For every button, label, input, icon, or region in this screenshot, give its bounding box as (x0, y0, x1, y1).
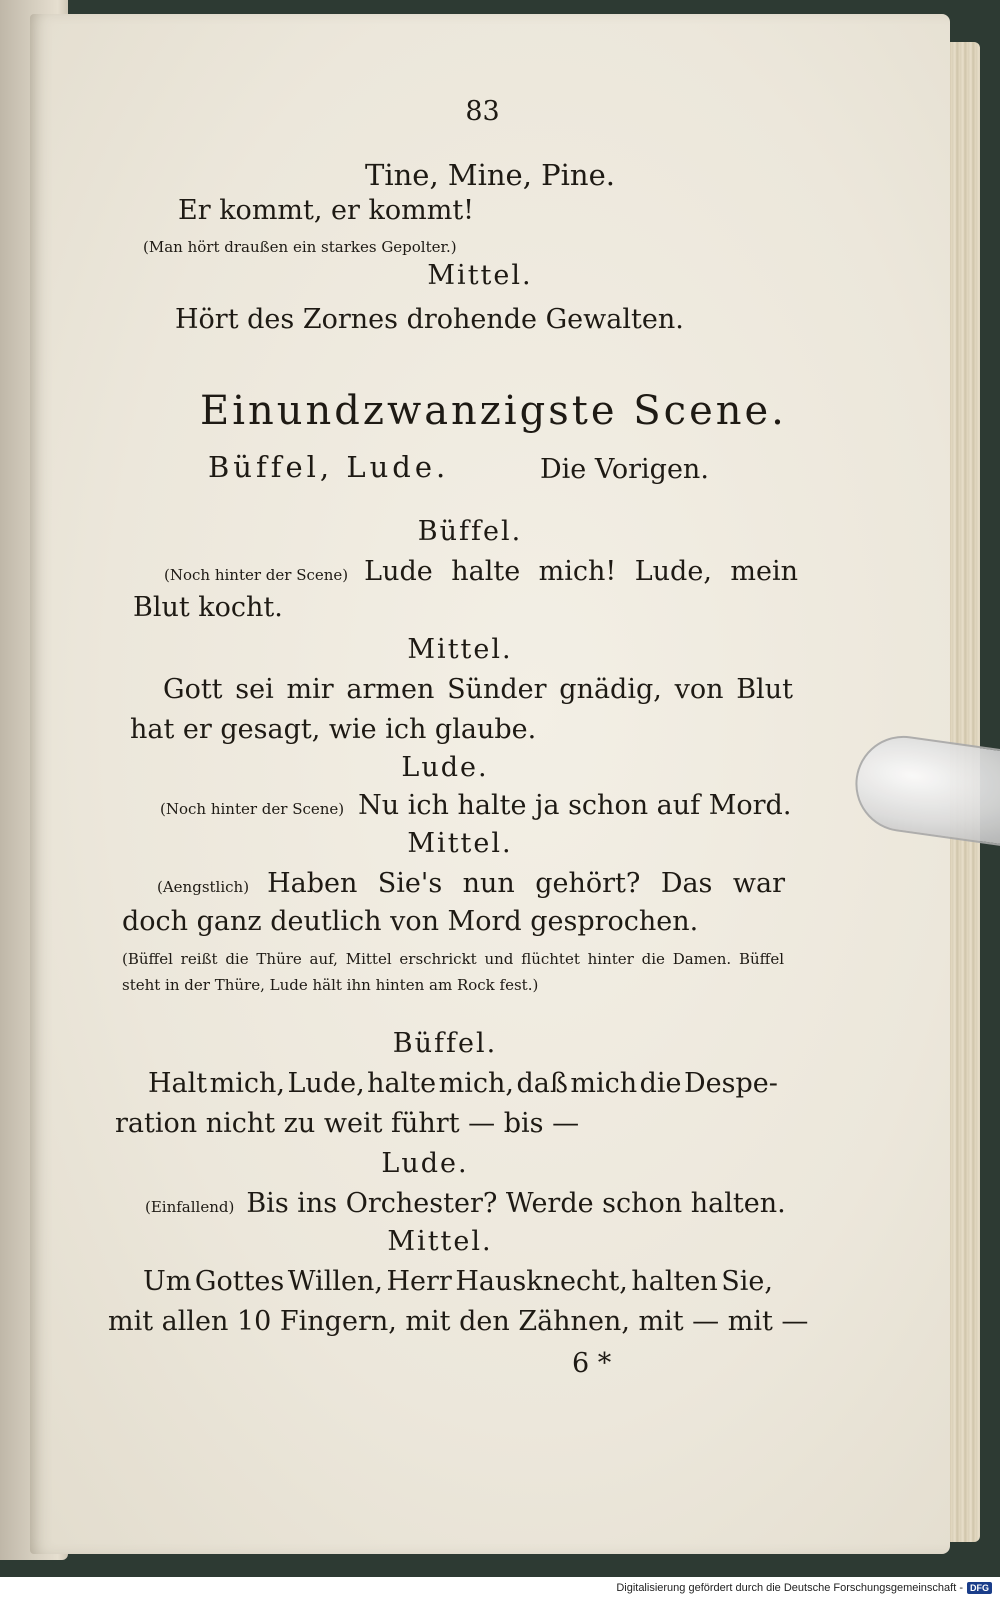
stage-direction-1: (Man hört draußen ein starkes Gepolter.) (143, 238, 457, 256)
word: Sie, (721, 1266, 773, 1297)
word: mich, (209, 1068, 285, 1099)
stage-direction-6: (Einfallend) (145, 1198, 235, 1216)
word: sei (235, 674, 274, 705)
line-26 (143, 1266, 773, 1297)
word: Lude, (634, 556, 712, 587)
word: halte (367, 1068, 437, 1099)
speaker-mittel-2: Mittel. (407, 634, 513, 665)
word: Gottes (194, 1266, 285, 1297)
speaker-bueffel-2: Büffel. (392, 1028, 498, 1059)
word: Sünder (447, 674, 547, 705)
word: halte (451, 556, 521, 587)
word: Sie's (377, 868, 443, 899)
credit-text: Digitalisierung gefördert durch die Deutsche Forschungsgemeinschaft - (616, 1581, 963, 1594)
word: Lude (364, 556, 433, 587)
word: daß (516, 1068, 568, 1099)
word: gehört? (535, 868, 641, 899)
speaker-lude-2: Lude. (381, 1148, 469, 1179)
line-18: doch ganz deutlich von Mord gesprochen. (122, 906, 699, 937)
word: war (732, 868, 785, 899)
word: Willen, (287, 1266, 383, 1297)
scene-cast-others: Die Vorigen. (540, 454, 709, 485)
word: Blut (736, 674, 793, 705)
word: mir (286, 674, 334, 705)
scene-title: Einundzwanzigste Scene. (200, 388, 787, 434)
line-15 (160, 790, 791, 821)
line-24-text: Bis ins Orchester? Werde schon halten. (246, 1188, 786, 1219)
dfg-logo-icon: DFG (967, 1582, 992, 1594)
line-15-text: Nu ich halte ja schon auf Mord. (358, 790, 792, 821)
word: Das (660, 868, 713, 899)
stage-direction-5: (Büffel reißt die Thüre auf, Mittel erschrickt und flüchtet hinter die Damen. Büffel steht in der Thüre, Lude hält ihn hinten am Rock fest.) (122, 950, 784, 994)
line-1: Tine, Mine, Pine. (365, 158, 615, 192)
word: Halt (148, 1068, 208, 1099)
line-10: Blut kocht. (133, 592, 283, 623)
word: armen (346, 674, 435, 705)
word: mich, (438, 1068, 514, 1099)
line-21 (148, 1068, 778, 1099)
line-9 (164, 556, 798, 587)
word: Um (143, 1266, 192, 1297)
line-27: mit allen 10 Fingern, mit den Zähnen, mit — mit — (108, 1306, 809, 1337)
speaker-mittel-4: Mittel. (387, 1226, 493, 1257)
scene-cast: Büffel, Lude. (208, 450, 450, 484)
word: Despe- (684, 1068, 778, 1099)
word: Haben (267, 868, 358, 899)
word: von (674, 674, 724, 705)
speaker-lude-1: Lude. (401, 752, 489, 783)
word: Gott (163, 674, 223, 705)
stage-direction-2: (Noch hinter der Scene) (164, 566, 349, 584)
signature-mark: 6 * (572, 1348, 612, 1379)
line-2: Er kommt, er kommt! (178, 195, 475, 226)
word: Hausknecht, (455, 1266, 628, 1297)
word: mich (570, 1068, 638, 1099)
line-12 (163, 674, 793, 705)
word: Herr (386, 1266, 452, 1297)
line-5: Hört des Zornes drohende Gewalten. (175, 304, 684, 335)
line-24 (145, 1188, 786, 1219)
word: halten (631, 1266, 718, 1297)
word: nun (462, 868, 515, 899)
line-22: ration nicht zu weit führt — bis — (115, 1108, 580, 1139)
page-number: 83 (465, 96, 500, 127)
stage-direction-4: (Aengstlich) (157, 878, 250, 896)
speaker-mittel-1: Mittel. (427, 260, 533, 291)
digitization-credit (616, 1579, 992, 1596)
line-17 (157, 868, 785, 899)
word: mich! (538, 556, 617, 587)
line-13: hat er gesagt, wie ich glaube. (130, 714, 537, 745)
stage-direction-3: (Noch hinter der Scene) (160, 800, 345, 818)
speaker-mittel-3: Mittel. (407, 828, 513, 859)
word: die (639, 1068, 682, 1099)
word: gnädig, (559, 674, 662, 705)
speaker-bueffel-1: Büffel. (417, 516, 523, 547)
word: mein (730, 556, 798, 587)
word: Lude, (287, 1068, 365, 1099)
